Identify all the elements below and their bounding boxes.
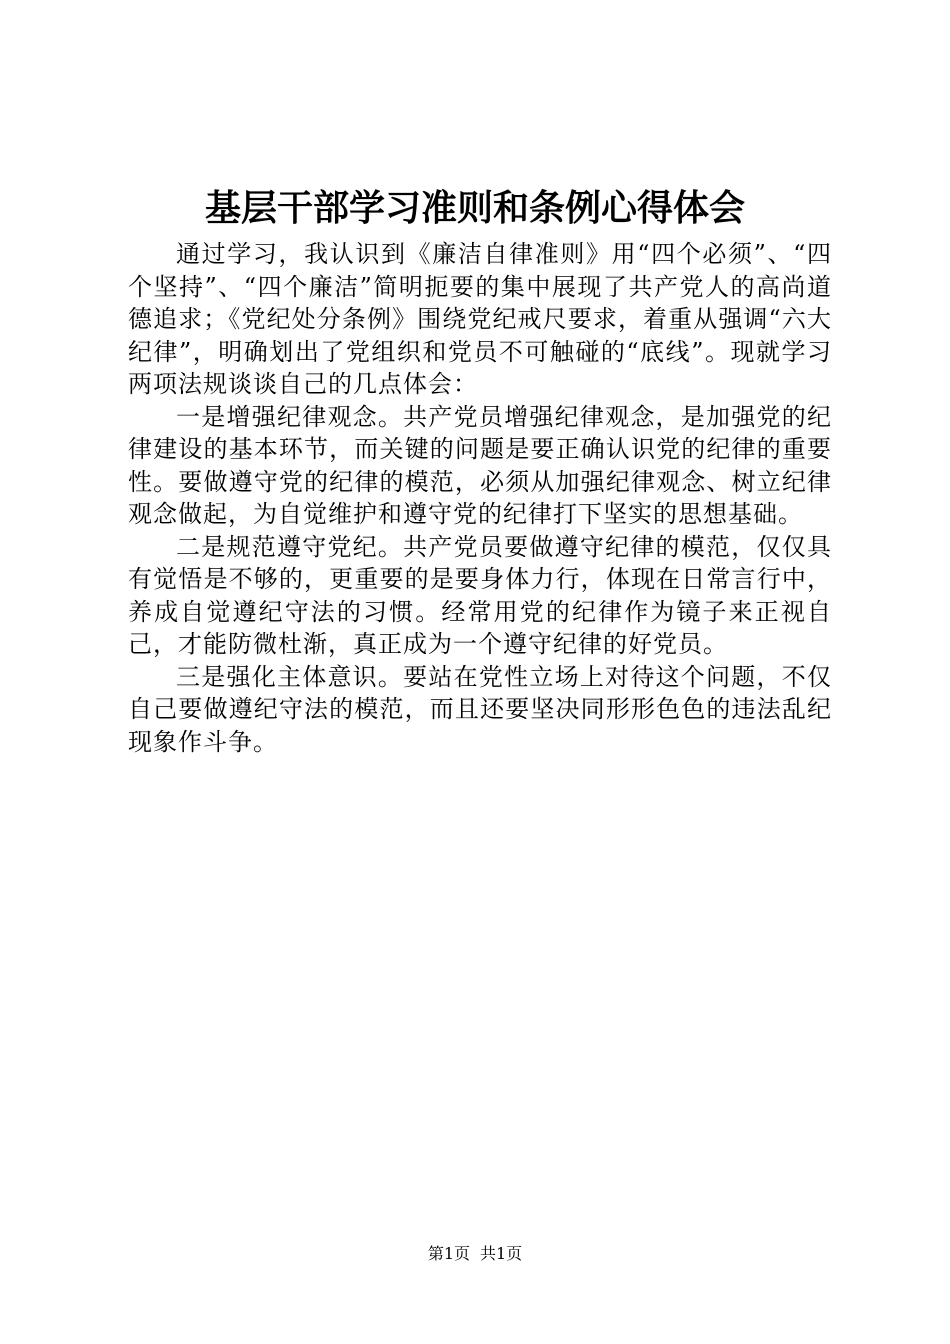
page-total: 共1页 (480, 1244, 523, 1263)
document-title: 基层干部学习准则和条例心得体会 (204, 187, 745, 229)
paragraph-point-three: 三是强化主体意识。要站在党性立场上对待这个问题，不仅自己要做遵纪守法的模范，而且还要坚决同形形色色的违法乱纪现象作斗争。 (128, 662, 832, 756)
page-number: 第1页 (427, 1244, 470, 1263)
paragraph-intro: 通过学习，我认识到《廉洁自律准则》用“四个必须”、“四个坚持”、“四个廉洁”简明扼要的集中展现了共产党人的高尚道德追求；《党纪处分条例》围绕党纪戒尺要求，着重从强调“六大纪律”，明确划出了党组织和党员不可触碰的“底线”。现就学习两项法规谈谈自己的几点体会： (128, 240, 832, 398)
paragraph-point-one: 一是增强纪律观念。共产党员增强纪律观念，是加强党的纪律建设的基本环节，而关键的问题是要正确认识党的纪律的重要性。要做遵守党的纪律的模范，必须从加强纪律观念、树立纪律观念做起，为自觉维护和遵守党的纪律打下坚实的思想基础。 (128, 402, 832, 528)
paragraph-point-two: 二是规范遵守党纪。共产党员要做遵守纪律的模范，仅仅具有觉悟是不够的，更重要的是要身体力行，体现在日常言行中，养成自觉遵纪守法的习惯。经常用党的纪律作为镜子来正视自己，才能防微杜渐，真正成为一个遵守纪律的好党员。 (128, 532, 832, 658)
document-body (128, 238, 832, 758)
page-footer (0, 1244, 950, 1264)
